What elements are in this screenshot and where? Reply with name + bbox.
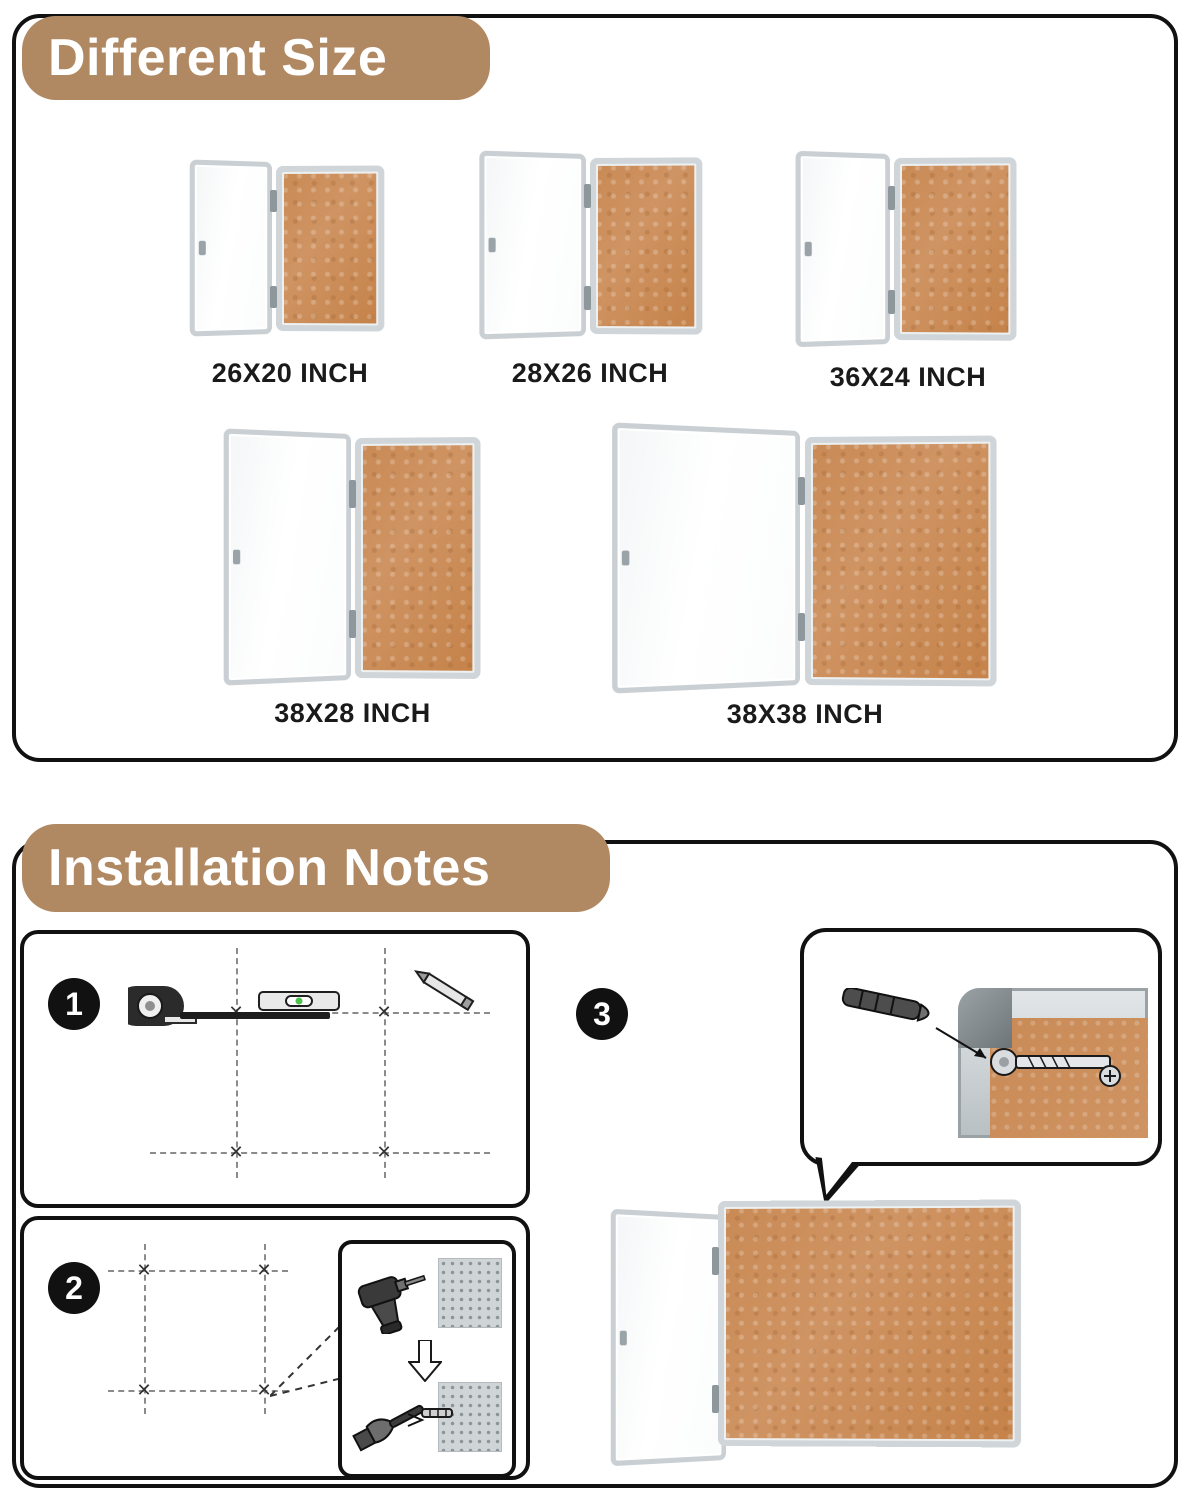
board-size-label: 36X24 INCH (829, 362, 987, 392)
drill-icon (352, 1262, 430, 1339)
step-3-corner-detail-callout (800, 928, 1162, 1166)
hinge-icon (712, 1247, 719, 1275)
board-cork-surface (718, 1200, 1021, 1448)
board-size-label: 38X28 INCH (274, 698, 431, 728)
mark-point: ✕ (228, 1142, 244, 1162)
board-cork-surface (894, 157, 1016, 340)
step-number-badge-3: 3 (576, 988, 628, 1040)
hinge-icon (888, 290, 895, 314)
step-number-badge-2: 2 (48, 1262, 100, 1314)
board-cork-surface (276, 165, 384, 331)
section-title-installation-notes: Installation Notes (22, 824, 610, 912)
board-door (190, 159, 272, 336)
screw-icon (982, 1042, 1132, 1093)
board-size-label: 28X26 INCH (511, 358, 669, 388)
mark-point: ✕ (376, 1002, 392, 1022)
board-38x28 (215, 420, 490, 730)
section-title-different-size: Different Size (22, 16, 490, 100)
board-size-label: 26X20 INCH (211, 358, 369, 388)
hinge-icon (349, 610, 356, 638)
board-door (611, 1209, 726, 1467)
mounted-board-illustration (600, 1185, 1030, 1485)
mark-point: ✕ (136, 1380, 152, 1400)
board-door (796, 151, 890, 347)
mark-point: ✕ (136, 1260, 152, 1280)
board-door (479, 150, 586, 339)
board-36x24 (788, 140, 1028, 410)
hinge-icon (270, 286, 277, 308)
tape-measure-icon (128, 980, 198, 1041)
board-size-label: 38X38 INCH (726, 699, 884, 729)
hinge-icon (270, 190, 277, 212)
mark-point: ✕ (376, 1142, 392, 1162)
board-cork-surface (355, 437, 481, 679)
wall-anchor-icon (420, 1404, 460, 1427)
layout-guide-line (150, 1152, 490, 1154)
spirit-level-icon (258, 988, 340, 1019)
hinge-icon (584, 184, 591, 208)
mark-point: ✕ (256, 1380, 272, 1400)
hinge-icon (798, 477, 805, 505)
mark-point: ✕ (256, 1260, 272, 1280)
hinge-icon (349, 480, 356, 508)
pencil-icon (410, 962, 484, 1027)
hinge-icon (888, 186, 895, 210)
hinge-icon (584, 286, 591, 310)
hinge-icon (798, 613, 805, 641)
board-cork-surface (590, 157, 702, 334)
board-38x38 (605, 415, 1005, 730)
hinge-icon (712, 1385, 719, 1413)
board-26x20 (180, 150, 400, 410)
board-door (224, 428, 351, 685)
step-number-badge-1: 1 (48, 978, 100, 1030)
board-cork-surface (805, 436, 997, 687)
wall-surface (438, 1258, 502, 1328)
board-door (612, 422, 800, 693)
board-28x26 (470, 140, 710, 410)
